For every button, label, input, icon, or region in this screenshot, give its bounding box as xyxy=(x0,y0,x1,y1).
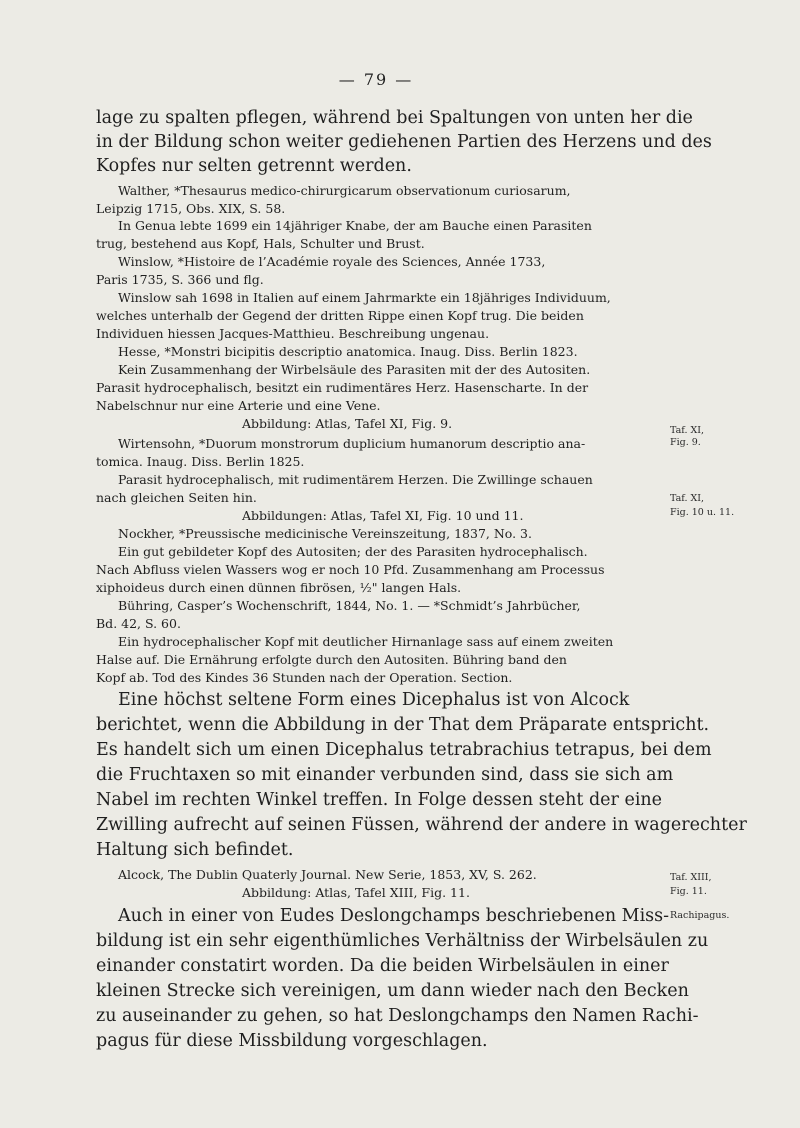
text-line: zu auseinander zu gehen, so hat Deslongchamps den Namen Rachi- xyxy=(96,1006,699,1026)
citation-line: Paris 1735, S. 366 und flg. xyxy=(96,272,264,287)
note-line: welches unterhalb der Gegend der dritten Rippe einen Kopf trug. Die beiden xyxy=(96,308,584,323)
text-line: in der Bildung schon weiter gediehenen Partien des Herzens und des xyxy=(96,132,712,152)
note-line: Nach Abfluss vielen Wassers wog er noch 10 Pfd. Zusammenhang am Processus xyxy=(96,562,605,577)
note-line: Ein hydrocephalischer Kopf mit deutlicher Hirnanlage sass auf einem zweiten xyxy=(118,634,614,649)
text-line: Nabel im rechten Winkel treffen. In Folge dessen steht der eine xyxy=(96,790,663,810)
text-line: Kopfes nur selten getrennt werden. xyxy=(96,156,412,176)
citation-line: Wirtensohn, *Duorum monstrorum duplicium humanorum descriptio ana- xyxy=(118,436,586,451)
margin-note: Fig. 10 u. 11. xyxy=(670,507,735,518)
text-line: kleinen Strecke sich vereinigen, um dann wieder nach den Becken xyxy=(96,981,689,1001)
citation-line: Bühring, Casper’s Wochenschrift, 1844, No. 1. — *Schmidt’s Jahrbücher, xyxy=(118,598,581,613)
margin-note: Fig. 11. xyxy=(670,886,707,897)
figure-reference: Abbildung: Atlas, Tafel XIII, Fig. 11. xyxy=(242,885,470,900)
note-line: Halse auf. Die Ernährung erfolgte durch den Autositen. Bühring band den xyxy=(96,652,567,667)
note-line: Ein gut gebildeter Kopf des Autositen; der des Parasiten hydrocephalisch. xyxy=(118,544,588,559)
margin-note: Rachipagus. xyxy=(670,910,730,921)
text-line: bildung ist ein sehr eigenthümliches Verhältniss der Wirbelsäulen zu xyxy=(96,931,709,951)
note-line: In Genua lebte 1699 ein 14jähriger Knabe, der am Bauche einen Parasiten xyxy=(118,218,592,233)
text-line: lage zu spalten pflegen, während bei Spaltungen von unten her die xyxy=(96,108,693,128)
margin-note: Taf. XI, xyxy=(670,425,705,436)
citation-line: Alcock, The Dublin Quaterly Journal. New Serie, 1853, XV, S. 262. xyxy=(118,867,537,882)
citation-line: Nockher, *Preussische medicinische Vereinszeitung, 1837, No. 3. xyxy=(118,526,532,541)
citation-line: Bd. 42, S. 60. xyxy=(96,616,181,631)
note-line: Parasit hydrocephalisch, besitzt ein rudimentäres Herz. Hasenscharte. In der xyxy=(96,380,589,395)
note-line: Kopf ab. Tod des Kindes 36 Stunden nach der Operation. Section. xyxy=(96,670,513,685)
page-number: — 79 — xyxy=(338,70,414,89)
text-line: pagus für diese Missbildung vorgeschlagen. xyxy=(96,1031,488,1051)
note-line: nach gleichen Seiten hin. xyxy=(96,490,257,505)
citation-line: tomica. Inaug. Diss. Berlin 1825. xyxy=(96,454,305,469)
note-line: Parasit hydrocephalisch, mit rudimentärem Herzen. Die Zwillinge schauen xyxy=(118,472,593,487)
text-line: Es handelt sich um einen Dicephalus tetrabrachius tetrapus, bei dem xyxy=(96,740,712,760)
note-line: Winslow sah 1698 in Italien auf einem Jahrmarkte ein 18jähriges Individuum, xyxy=(118,290,611,305)
figure-reference: Abbildung: Atlas, Tafel XI, Fig. 9. xyxy=(242,416,453,431)
text-line: berichtet, wenn die Abbildung in der That dem Präparate entspricht. xyxy=(96,715,710,735)
citation-line: Leipzig 1715, Obs. XIX, S. 58. xyxy=(96,201,286,216)
margin-note: Fig. 9. xyxy=(670,437,701,448)
citation-line: Winslow, *Histoire de l’Académie royale des Sciences, Année 1733, xyxy=(118,254,546,269)
note-line: Individuen hiessen Jacques-Matthieu. Beschreibung ungenau. xyxy=(96,326,490,341)
text-line: die Fruchtaxen so mit einander verbunden sind, dass sie sich am xyxy=(96,765,674,785)
text-line: Zwilling aufrecht auf seinen Füssen, während der andere in wagerechter xyxy=(96,815,747,835)
citation-line: Hesse, *Monstri bicipitis descriptio anatomica. Inaug. Diss. Berlin 1823. xyxy=(118,344,578,359)
margin-note: Taf. XIII, xyxy=(670,872,712,883)
citation-line: Walther, *Thesaurus medico-chirurgicarum observationum curiosarum, xyxy=(118,183,571,198)
figure-reference: Abbildungen: Atlas, Tafel XI, Fig. 10 und 11. xyxy=(242,508,524,523)
note-line: trug, bestehend aus Kopf, Hals, Schulter und Brust. xyxy=(96,236,425,251)
text-line: Auch in einer von Eudes Deslongchamps beschriebenen Miss- xyxy=(118,906,670,926)
text-line: Eine höchst seltene Form eines Dicephalus ist von Alcock xyxy=(118,690,630,710)
note-line: xiphoideus durch einen dünnen fibrösen, ½" langen Hals. xyxy=(96,580,462,595)
text-line: Haltung sich befindet. xyxy=(96,840,294,860)
note-line: Nabelschnur nur eine Arterie und eine Vene. xyxy=(96,398,381,413)
text-line: einander constatirt worden. Da die beiden Wirbelsäulen in einer xyxy=(96,956,669,976)
margin-note: Taf. XI, xyxy=(670,493,705,504)
note-line: Kein Zusammenhang der Wirbelsäule des Parasiten mit der des Autositen. xyxy=(118,362,591,377)
